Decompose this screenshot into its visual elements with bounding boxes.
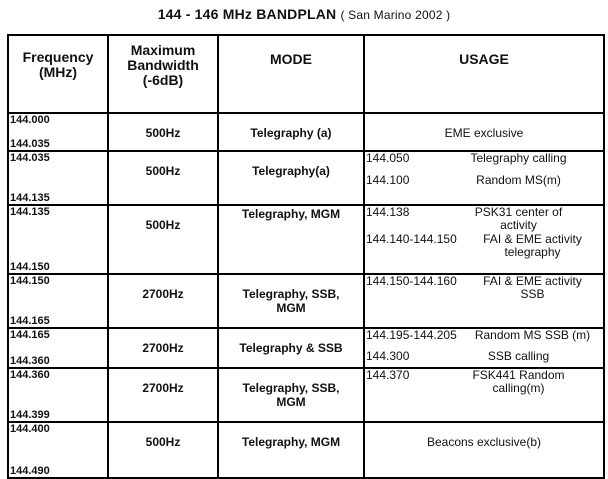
- usage-line: [365, 206, 603, 232]
- usage-freq: 144.138: [366, 205, 410, 219]
- usage-line: [365, 275, 603, 301]
- usage-text: FAI & EME activity telegraphy: [483, 232, 582, 259]
- usage-text: Random MS SSB (m): [474, 328, 591, 342]
- freq-end: 144.135: [10, 192, 50, 204]
- usage-cell: [364, 113, 604, 151]
- freq-cell: [8, 151, 108, 205]
- usage-cell: [364, 422, 604, 478]
- freq-end: 144.360: [10, 355, 50, 367]
- bandwidth-cell: 500Hz: [108, 422, 218, 478]
- mode-cell: Telegraphy(a): [218, 151, 364, 205]
- bandwidth-cell: 500Hz: [108, 113, 218, 151]
- usage-cell: [364, 151, 604, 205]
- header-mode: MODE: [218, 35, 364, 113]
- mode-cell: Telegraphy, MGM: [218, 422, 364, 478]
- usage-freq: 144.050: [366, 151, 410, 165]
- usage-line: [365, 174, 603, 187]
- usage-cell: [364, 328, 604, 368]
- freq-cell: [8, 205, 108, 274]
- freq-start: 144.135: [10, 206, 50, 218]
- mode-cell: Telegraphy, SSB, MGM: [218, 274, 364, 328]
- usage-cell: [364, 274, 604, 328]
- bandwidth-cell: 2700Hz: [108, 328, 218, 368]
- header-frequency: Frequency (MHz): [8, 35, 108, 113]
- freq-start: 144.400: [10, 423, 50, 435]
- usage-freq: 144.300: [366, 349, 410, 363]
- freq-cell: [8, 113, 108, 151]
- usage-text: FAI & EME activity SSB: [483, 274, 582, 301]
- freq-end: 144.399: [10, 409, 50, 421]
- table-row: [8, 274, 604, 328]
- usage-text: Beacons exclusive(b): [426, 435, 542, 449]
- mode-cell: Telegraphy (a): [218, 113, 364, 151]
- usage-cell: [364, 205, 604, 274]
- usage-text: Random MS(m): [476, 173, 561, 187]
- table-header-row: [8, 35, 604, 113]
- freq-start: 144.150: [10, 275, 50, 287]
- usage-text: PSK31 center of activity: [474, 205, 563, 232]
- usage-line: [365, 369, 603, 395]
- usage-line: [365, 152, 603, 165]
- usage-line: [365, 233, 603, 259]
- freq-end: 144.490: [10, 465, 50, 477]
- mode-cell: Telegraphy, MGM: [218, 205, 364, 274]
- usage-freq: 144.195-144.205: [366, 328, 457, 342]
- bandplan-table: [7, 34, 605, 479]
- freq-start: 144.000: [10, 114, 50, 126]
- usage-text: Telegraphy calling: [470, 151, 567, 165]
- freq-end: 144.150: [10, 261, 50, 273]
- usage-freq: 144.150-144.160: [366, 274, 457, 288]
- freq-end: 144.035: [10, 138, 50, 150]
- header-usage: USAGE: [364, 35, 604, 113]
- title-main: 144 - 146 MHz BANDPLAN: [157, 6, 337, 22]
- freq-start: 144.165: [10, 329, 50, 341]
- table-row: [8, 151, 604, 205]
- bandwidth-cell: 500Hz: [108, 151, 218, 205]
- table-row: [8, 328, 604, 368]
- freq-cell: [8, 368, 108, 422]
- usage-line: [365, 329, 603, 342]
- table-row: [8, 368, 604, 422]
- freq-cell: [8, 274, 108, 328]
- usage-cell: [364, 368, 604, 422]
- title-sub: ( San Marino 2002 ): [340, 8, 451, 22]
- mode-cell: Telegraphy & SSB: [218, 328, 364, 368]
- bandwidth-cell: 2700Hz: [108, 368, 218, 422]
- usage-freq: 144.370: [366, 368, 410, 382]
- freq-start: 144.035: [10, 152, 50, 164]
- freq-cell: [8, 422, 108, 478]
- usage-freq: 144.100: [366, 173, 410, 187]
- usage-text: FSK441 Random calling(m): [472, 368, 565, 395]
- freq-end: 144.165: [10, 315, 50, 327]
- page-title: [0, 6, 608, 22]
- table-row: [8, 205, 604, 274]
- usage-line: [365, 350, 603, 363]
- usage-freq: 144.140-144.150: [366, 232, 457, 246]
- table-row: [8, 422, 604, 478]
- mode-cell: Telegraphy, SSB, MGM: [218, 368, 364, 422]
- freq-start: 144.360: [10, 369, 50, 381]
- freq-cell: [8, 328, 108, 368]
- usage-text: EME exclusive: [444, 126, 524, 140]
- bandwidth-cell: 500Hz: [108, 205, 218, 274]
- table-row: [8, 113, 604, 151]
- bandwidth-cell: 2700Hz: [108, 274, 218, 328]
- usage-text: SSB calling: [487, 349, 550, 363]
- header-bandwidth: Maximum Bandwidth (-6dB): [108, 35, 218, 113]
